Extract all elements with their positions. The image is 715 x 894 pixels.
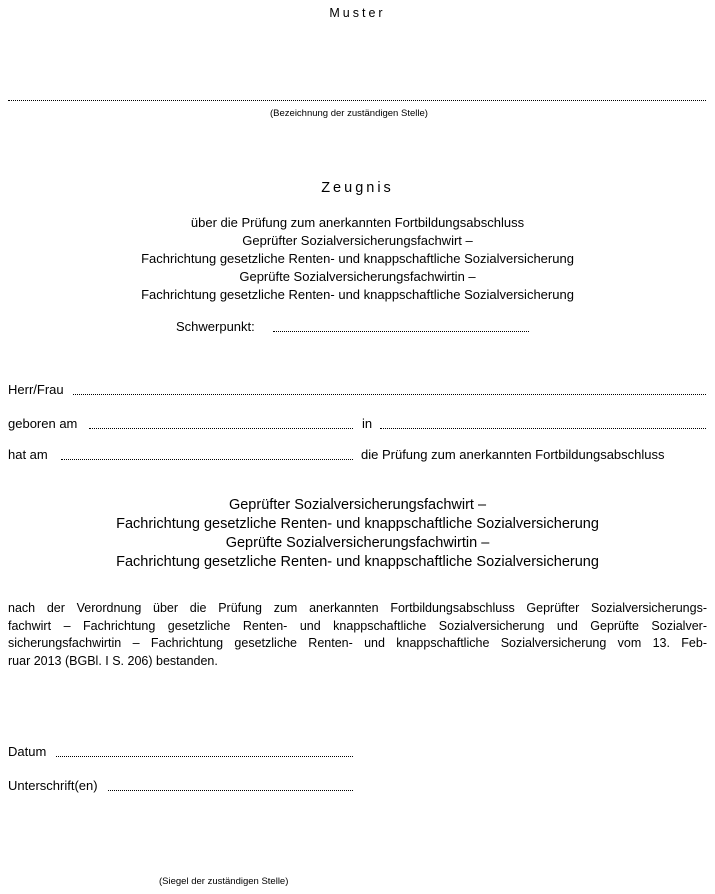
exam-date-field[interactable] xyxy=(61,459,353,460)
birth-date-field[interactable] xyxy=(89,428,353,429)
exam-text: die Prüfung zum anerkannten Fortbildungsabschluss xyxy=(361,447,665,462)
signature-label: Unterschrift(en) xyxy=(8,778,98,793)
focus-field[interactable] xyxy=(273,331,529,332)
regulation-line: nach der Verordnung über die Prüfung zum anerkannten Fortbildungsabschluss Geprüfter Sozialversicherungs- xyxy=(8,601,707,615)
name-label: Herr/Frau xyxy=(8,382,64,397)
intro-line: Geprüfter Sozialversicherungsfachwirt – xyxy=(242,233,473,248)
intro-line: Fachrichtung gesetzliche Renten- und knappschaftliche Sozialversicherung xyxy=(141,287,574,302)
datum-label: Datum xyxy=(8,744,47,759)
muster-label: Muster xyxy=(329,6,386,20)
certificate-title: Zeugnis xyxy=(321,180,394,196)
signature-field[interactable] xyxy=(108,790,353,791)
qualification-line: Geprüfter Sozialversicherungsfachwirt – xyxy=(228,497,487,513)
qualification-line: Fachrichtung gesetzliche Renten- und knappschaftliche Sozialversicherung xyxy=(116,554,599,570)
focus-label: Schwerpunkt: xyxy=(176,319,255,334)
certificate-intro xyxy=(0,214,715,304)
authority-caption: (Bezeichnung der zuständigen Stelle) xyxy=(270,108,428,119)
qualification-line: Geprüfte Sozialversicherungsfachwirtin – xyxy=(225,535,490,551)
intro-line: Fachrichtung gesetzliche Renten- und knappschaftliche Sozialversicherung xyxy=(141,251,574,266)
regulation-line: fachwirt – Fachrichtung gesetzliche Renten- und knappschaftliche Sozialversicherung und Geprüfte Sozialver- xyxy=(8,618,707,633)
name-field[interactable] xyxy=(73,394,706,395)
regulation-paragraph xyxy=(8,600,707,670)
exam-date-label: hat am xyxy=(8,447,48,462)
regulation-line: ruar 2013 (BGBl. I S. 206) bestanden. xyxy=(8,653,218,668)
born-label: geboren am xyxy=(8,416,78,431)
birthplace-field[interactable] xyxy=(380,428,706,429)
qualification-line: Fachrichtung gesetzliche Renten- und knappschaftliche Sozialversicherung xyxy=(116,516,599,532)
datum-field[interactable] xyxy=(56,756,353,757)
qualification-block xyxy=(0,496,715,572)
authority-dotted-line xyxy=(8,100,706,101)
regulation-line: sicherungsfachwirtin – Fachrichtung gesetzliche Renten- und knappschaftliche Sozialversicherung vom 13. Feb- xyxy=(8,636,707,650)
seal-caption: (Siegel der zuständigen Stelle) xyxy=(159,876,289,887)
intro-line: über die Prüfung zum anerkannten Fortbildungsabschluss xyxy=(190,215,525,230)
intro-line: Geprüfte Sozialversicherungsfachwirtin – xyxy=(239,269,476,284)
birthplace-label: in xyxy=(362,416,373,431)
